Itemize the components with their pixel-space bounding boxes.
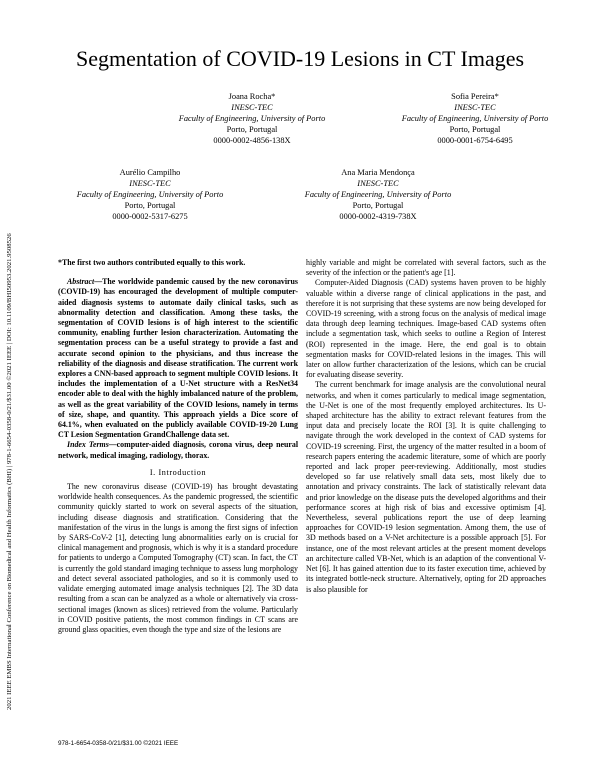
author-name: Aurélio Campilho [119,168,181,177]
abstract [58,277,298,440]
body-paragraph: Computer-Aided Diagnosis (CAD) systems haven proven to be highly valuable within a diverse range of clinical applications in the past, and therefore it is not surprising that these systems are now being developed for COVID-19 screening, with a strong focus on the analysis of medical image data through deep learning techniques. Image-based CAD systems often include a segmentation task, which seeks to outline a Region of Interest (ROI) represented in the image. Here, the end goal is to obtain segmentation masks for COVID-related lesions in the images. This will later on allow further characterization of the lesions, which can be crucial for evaluating disease severity. [306,278,546,380]
author-location: Porto, Portugal [352,201,404,210]
author-block-3 [25,167,275,222]
paper-title: Segmentation of COVID-19 Lesions in CT Images [75,46,525,71]
author-block-4 [253,167,503,222]
author-affiliation: INESC-TEC [129,179,171,188]
author-location: Porto, Portugal [449,125,501,134]
author-orcid: 0000-0001-6754-6495 [437,136,513,145]
abstract-text: —The worldwide pandemic caused by the new coronavirus (COVID-19) has encouraged the development of multiple computer-aided diagnosis systems to automate daily clinical tasks, such as abnormality detection and classification. Among these tasks, the segmentation of COVID lesions is of high interest to the scientific community, enabling further lesion characterization. Automating the segmentation process can be a useful strategy to provide a fast and accurate second opinion to the physicians, and thus increase the reliability of the diagnosis and disease stratification. The current work explores a CNN-based approach to segment multiple COVID lesions. It includes the implementation of a U-Net structure with a ResNet34 encoder able to deal with the highly imbalanced nature of the problem, as well as the great variability of the COVID lesions, namely in terms of size, shape, and quantity. This approach yields a Dice score of 64.1%, when evaluated on the publicly available COVID-19-20 Lung CT Lesion Segmentation GrandChallenge data set. [58,277,298,440]
author-orcid: 0000-0002-4856-138X [213,136,291,145]
author-location: Porto, Portugal [124,201,176,210]
author-organization: Faculty of Engineering, University of Porto [401,114,549,123]
author-organization: Faculty of Engineering, University of Porto [178,114,326,123]
abstract-label: Abstract [67,277,95,287]
section-heading-introduction: I. Introduction [149,467,207,477]
body-paragraph: The new coronavirus disease (COVID-19) has brought devastating worldwide health consequences. As the pandemic progressed, the scientific community quickly started to work on several aspects of the situation, including disease diagnosis and stratification. Considering that the manifestation of the virus in the lungs is among the first signs of infection by SARS-CoV-2 [1], detecting lung abnormalities early on is crucial for clinical management and prognosis, which is why it is a standard procedure for patients to undergo a Computed Tomography (CT) scan. In fact, the CT is currently the gold standard imaging technique to assess lung morphology and detect several associated pathologies, and so it is commonly used to validate emerging automated image analysis techniques [2]. The 3D data resulting from a scan can be analyzed as a whole or alternatively via cross-sectional images (known as slices) retrieved from the volume. Particularly in COVID positive patients, the most common findings in CT scans are ground glass opacities, even though the type and size of the lesions are [58,482,298,634]
author-location: Porto, Portugal [226,125,278,134]
author-name: Sofia Pereira* [451,92,499,101]
author-affiliation: INESC-TEC [454,103,496,112]
body-paragraph: The current benchmark for image analysis are the convolutional neural networks, and when it comes particularly to medical image segmentation, the U-Net is one of the most frequently employed architectures. Its U-shaped architecture has the ability to extract relevant features from the input data and precisely locate the ROI [3]. It is quite challenging to navigate through the work developed in the context of CAD systems for COVID-19 screening. First, the urgency of the matter resulted in a boom of research papers entering the academic literature, some of which are poorly reported and lack proper peer-reviewing. Additionally, most studies developed so far use relatively small data sets, most likely due to annotation and privacy constraints. The lack of statistically relevant data and prior knowledge on the disease puts the developed algorithms and their performance scores at high risk of bias and excessive optimism [4]. Nevertheless, several publications report the use of deep learning approaches for COVID-19 lesion segmentation. Among them, the use of 3D methods based on a V-Net architecture is a possible approach [5]. For instance, one of the most relevant articles at the present moment develops an architecture called VB-Net, which is an adaption of the conventional V-Net [6]. It has gained attention due to its faster execution time, achieved by its integrated bottle-neck structure. Alternatively, opting for 2D approaches is also plausible for [306,380,546,594]
author-name: Joana Rocha* [228,92,276,101]
author-organization: Faculty of Engineering, University of Porto [304,190,452,199]
doi-side-text: 2021 IEEE EMBS International Conference on Biomedical and Health Informatics (BHI) | 978-1-6654-0358-0/21/$31.00 ©2021 IEEE | DOI: 10.1109/BHI50953.2021.9508526 [6,233,13,710]
index-terms-text: —computer-aided diagnosis, corona virus, deep neural network, medical imaging, radiology, thorax. [58,440,299,460]
author-affiliation: INESC-TEC [231,103,273,112]
doi-side-identifier [6,110,18,710]
author-orcid: 0000-0002-4319-738X [339,212,417,221]
author-organization: Faculty of Engineering, University of Porto [76,190,224,199]
right-column [306,258,546,595]
index-terms [58,440,298,460]
author-affiliation: INESC-TEC [357,179,399,188]
author-orcid: 0000-0002-5317-6275 [112,212,188,221]
author-name: Ana Maria Mendonça [341,168,415,177]
left-column [58,258,298,635]
index-terms-label: Index Terms [67,440,109,450]
copyright-footer: 978-1-6654-0358-0/21/$31.00 ©2021 IEEE [58,740,179,747]
author-block-2 [350,91,600,146]
body-paragraph: highly variable and might be correlated with several factors, such as the severity of the infection or the patient's age [1]. [306,258,546,278]
equal-contribution-note: *The first two authors contributed equally to this work. [58,258,246,267]
author-block-1 [127,91,377,146]
